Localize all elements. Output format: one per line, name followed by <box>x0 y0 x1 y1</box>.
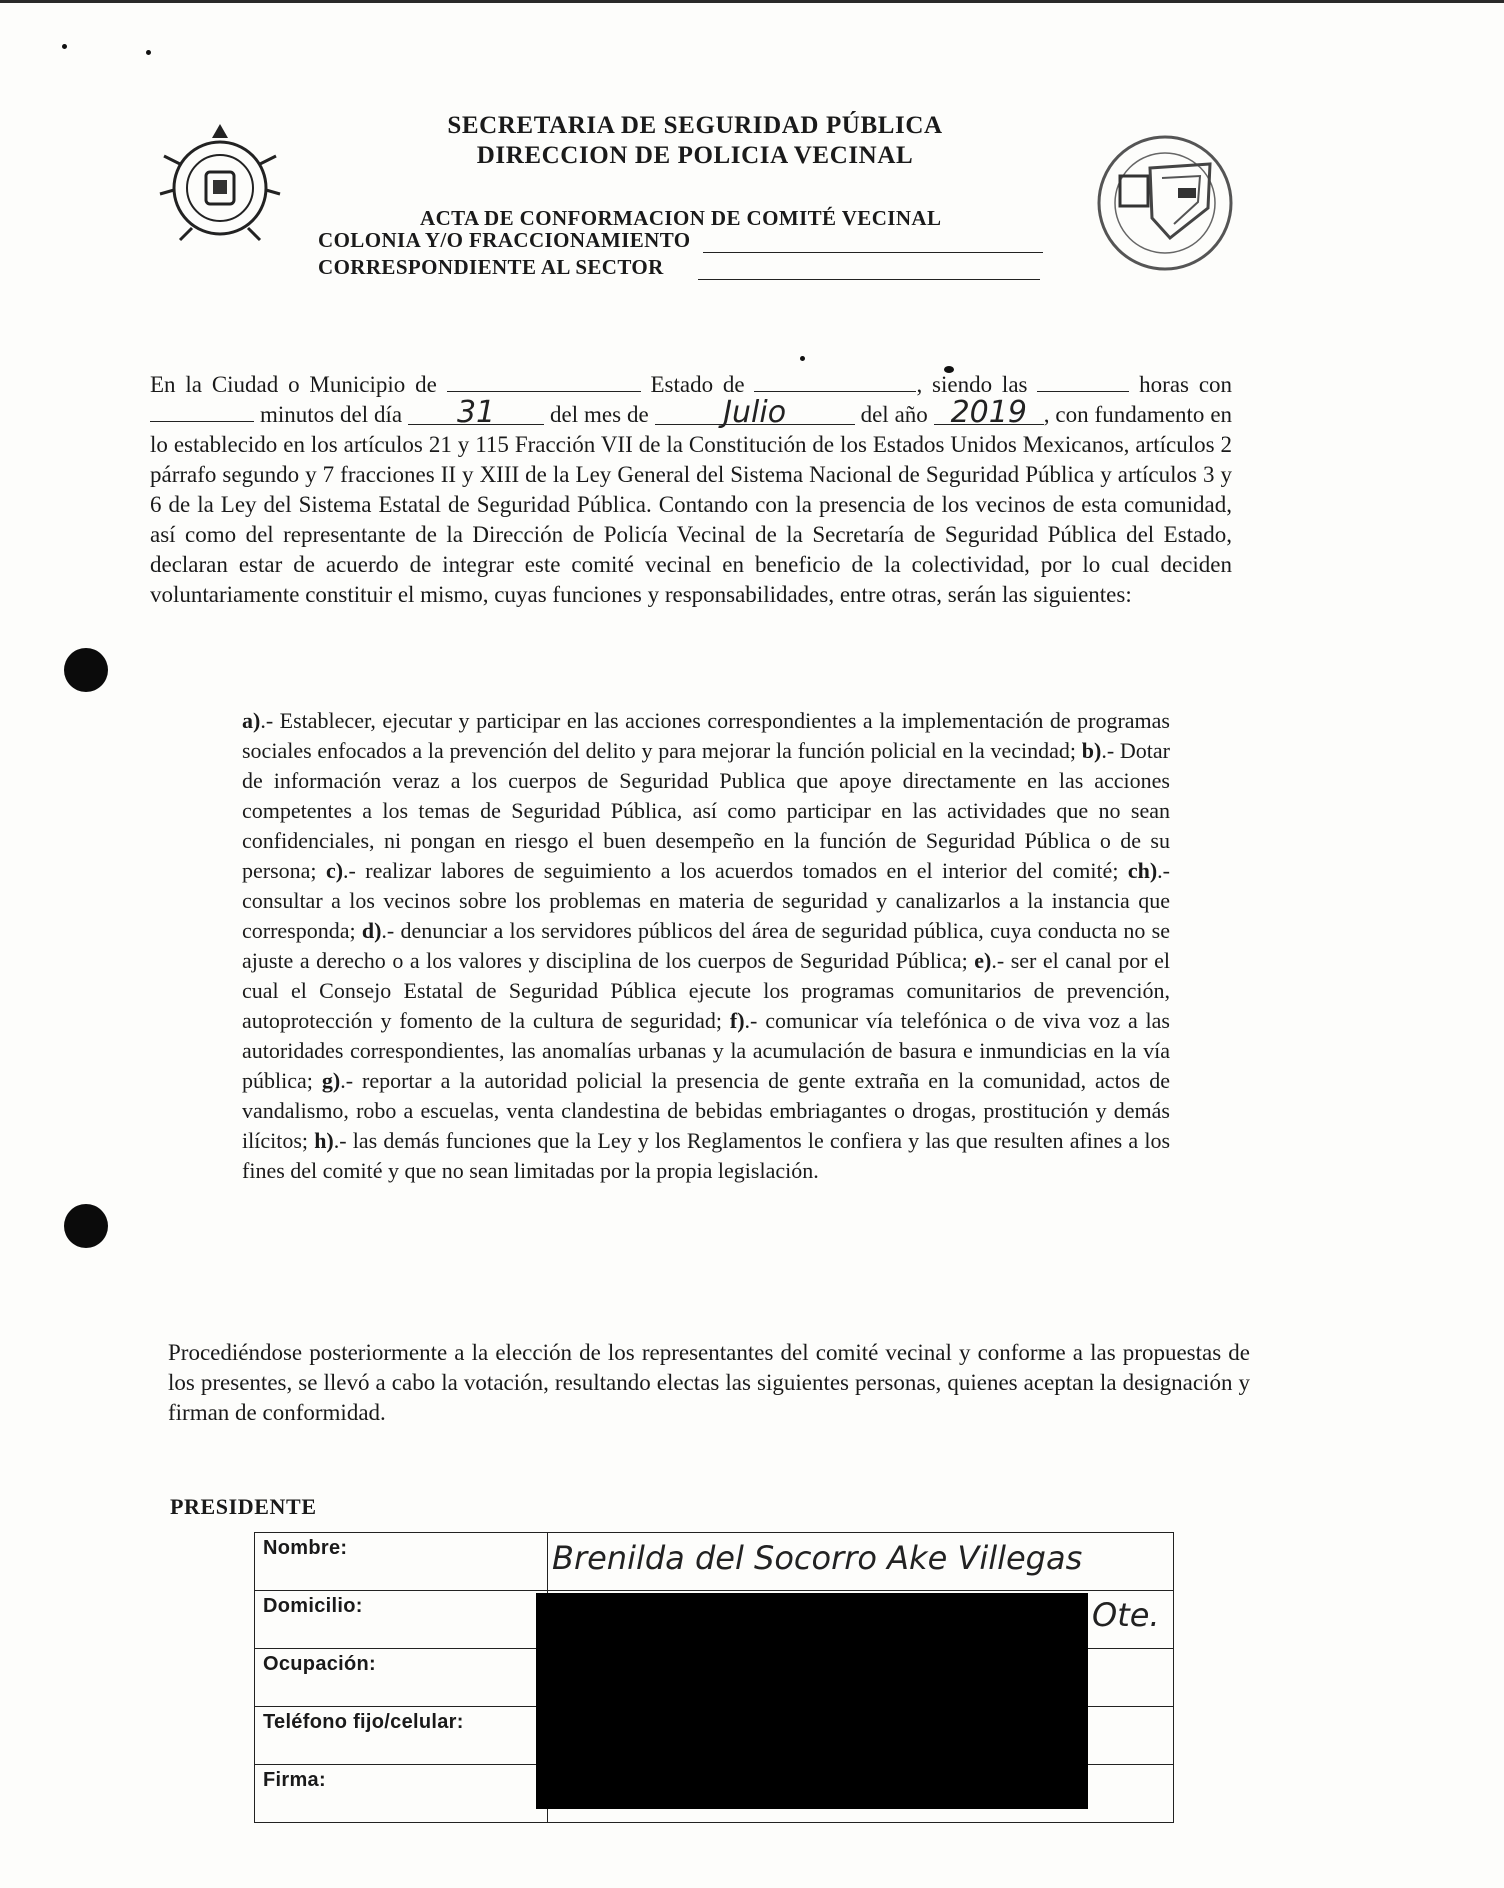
punch-hole-lower <box>64 1204 108 1248</box>
intro-text-horas: horas con <box>1139 372 1233 397</box>
funcion-c: .- realizar labores de seguimiento a los acuerdos tomados en el interior del comité; <box>343 858 1128 883</box>
sector-label: CORRESPONDIENTE AL SECTOR <box>318 255 664 279</box>
dia-field[interactable]: 31 <box>408 402 544 425</box>
left-seal-icon <box>150 118 290 258</box>
presidente-heading: PRESIDENTE <box>170 1494 317 1519</box>
anio-field[interactable]: 2019 <box>934 402 1044 425</box>
header-direccion: DIRECCION DE POLICIA VECINAL <box>476 142 914 169</box>
eleccion-paragraph: Procediéndose posteriormente a la elección de los representantes del comité vecinal y conforme a las propuestas de los presentes, se llevó a cabo la votación, resultando electas las siguientes personas, quienes aceptan la designación y firman de conformidad. <box>168 1340 1250 1425</box>
domicilio-value: Ote. <box>1092 1596 1160 1634</box>
funciones-paragraph <box>242 706 1170 1186</box>
funcion-d: .- denunciar a los servidores públicos del área de seguridad pública, cuya conducta no se ajuste a derecho o a los valores y disciplina de los cuerpos de Seguridad Pública; <box>242 918 1170 973</box>
municipio-field[interactable] <box>447 391 641 392</box>
funcion-c-key: c) <box>325 858 344 883</box>
horas-field[interactable] <box>1037 391 1129 392</box>
intro-text-estado: Estado de <box>650 372 745 397</box>
intro-text-minutos: minutos del día <box>259 402 403 427</box>
colonia-row <box>318 228 1043 253</box>
intro-paragraph <box>150 370 1232 610</box>
document-header <box>300 112 1090 170</box>
nombre-value[interactable]: Brenilda del Socorro Ake Villegas <box>548 1533 1174 1591</box>
colonia-label: COLONIA Y/O FRACCIONAMIENTO <box>318 228 691 252</box>
scan-speck <box>800 356 805 361</box>
funcion-h-key: h) <box>314 1128 334 1153</box>
mes-field[interactable]: Julio <box>655 402 855 425</box>
funcion-e: .- ser el canal por el cual el Consejo Estatal de Seguridad Pública ejecute los programas comunitarios de prevención, autoprotección y fomento de la cultura de seguridad; <box>242 948 1170 1033</box>
funcion-ch: .- consultar a los vecinos sobre los problemas en materia de seguridad y canalizarlos a la instancia que corresponda; <box>242 858 1170 943</box>
funcion-b: .- Dotar de información veraz a los cuerpos de Seguridad Publica que apoye directamente en las acciones competentes a los temas de Seguridad Pública, así como participar en las actividades que no sean confidenciales, ni pongan en riesgo el buen desempeño en la función de Seguridad Pública o de su persona; <box>242 738 1171 883</box>
funcion-a-key: a) <box>242 708 261 733</box>
intro-text-fundamento: , con fundamento en lo establecido en los artículos 21 y 115 Fracción VII de la Constitución de los Estados Unidos Mexicanos, artículos 2 párrafo segundo y 7 fracciones II y XIII de la Ley General del Sistema Nacional de Seguridad Pública y artículos 3 y 6 de la Ley del Sistema Estatal de Seguridad Pública. Contando con la presencia de los vecinos de esta comunidad, así como del representante de la Dirección de Policía Vecinal de la Secretaría de Seguridad Pública del Estado, declaran estar de acuerdo de integrar este comité vecinal en beneficio de la colectividad, por lo cual deciden voluntariamente constituir el mismo, cuyas funciones y responsabilidades, entre otras, serán las siguientes: <box>150 402 1233 607</box>
domicilio-label: Domicilio: <box>255 1591 548 1649</box>
intro-text-anio: del año <box>860 402 928 427</box>
ocupacion-label: Ocupación: <box>255 1649 548 1707</box>
sector-field[interactable] <box>698 261 1040 280</box>
scan-speck <box>62 44 67 49</box>
scan-speck <box>146 50 151 55</box>
scan-top-edge <box>0 0 1504 3</box>
acta-title: ACTA DE CONFORMACION DE COMITÉ VECINAL <box>420 206 942 230</box>
intro-text-siendo: , siendo las <box>916 372 1028 397</box>
funcion-g-key: g) <box>321 1068 341 1093</box>
funcion-d-key: d) <box>361 918 382 943</box>
funcion-f: .- comunicar vía telefónica o de viva voz a las autoridades correspondientes, las anomalías urbanas y la acumulación de basura e inmundicias en la vía pública; <box>242 1008 1170 1093</box>
intro-text-mes: del mes de <box>549 402 649 427</box>
minutos-field[interactable] <box>150 421 254 422</box>
telefono-label: Teléfono fijo/celular: <box>255 1707 548 1765</box>
funcion-a: .- Establecer, ejecutar y participar en las acciones correspondientes a la implementación de programas sociales enfocados a la prevención del delito y para mejorar la función policial en la vecindad; <box>242 708 1170 763</box>
funcion-ch-key: ch) <box>1127 858 1158 883</box>
funcion-e-key: e) <box>974 948 992 973</box>
header-secretaria: SECRETARIA DE SEGURIDAD PÚBLICA <box>447 112 943 139</box>
intro-text-ciudad: En la Ciudad o Municipio de <box>150 372 437 397</box>
colonia-field[interactable] <box>703 234 1043 253</box>
redaction-box <box>536 1593 1088 1809</box>
nombre-label: Nombre: <box>255 1533 548 1591</box>
funcion-h: .- las demás funciones que la Ley y los Reglamentos le confiera y las que resulten afines a los fines del comité y que no sean limitadas por la propia legislación. <box>242 1128 1171 1183</box>
estado-field[interactable] <box>754 391 916 392</box>
punch-hole-upper <box>64 648 108 692</box>
right-stamp-icon <box>1090 128 1240 278</box>
firma-label: Firma: <box>255 1765 548 1823</box>
funcion-b-key: b) <box>1081 738 1102 763</box>
sector-row <box>318 255 1040 280</box>
form-row-nombre <box>255 1533 1174 1591</box>
funcion-f-key: f) <box>729 1008 745 1033</box>
funcion-g: .- reportar a la autoridad policial la presencia de gente extraña en la comunidad, actos de vandalismo, robo a escuelas, venta clandestina de bebidas embriagantes o drogas, prostitución y demás ilícitos; <box>242 1068 1170 1153</box>
